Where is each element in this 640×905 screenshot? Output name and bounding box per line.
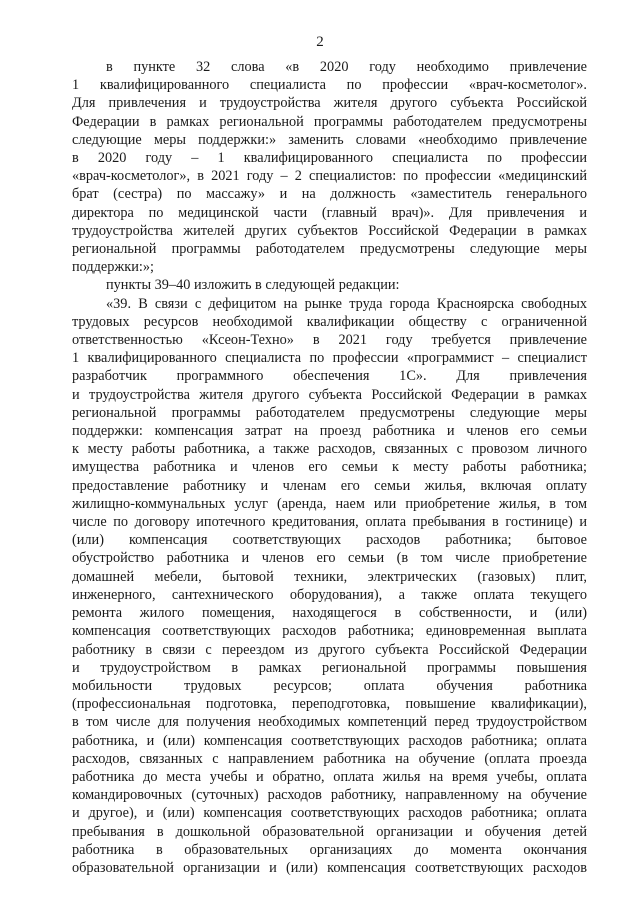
text-line: работника до места учебы и обратно, оплата жилья на время учебы, оплата xyxy=(72,768,587,785)
text-line: «39. В связи с дефицитом на рынке труда города Красноярска свободных xyxy=(106,295,587,312)
text-line: разработчик программного обеспечения 1С». Для привлечения xyxy=(72,368,587,385)
text-line: и трудоустройства жителя другого субъекта Российской Федерации в рамках xyxy=(72,386,587,403)
text-line: мобильности трудовых ресурсов; оплата обучения работника xyxy=(72,677,587,694)
text-line: к месту работы работника, а также расходов, связанных с провозом личного xyxy=(72,441,587,458)
text-line: поддержки: компенсация затрат на проезд работника и членов его семьи xyxy=(72,423,587,440)
text-line: (или) компенсация соответствующих расходов работника; бытовое xyxy=(72,532,587,549)
text-line: поддержки:»; xyxy=(72,259,154,276)
text-line: жилищно-коммунальных услуг (аренда, наем или приобретение жилья, в том xyxy=(72,495,587,512)
text-line: следующие меры поддержки:» заменить словами «необходимо привлечение xyxy=(72,131,587,148)
text-line: «врач-косметолог», в 2021 году – 2 специалистов: по профессии «медицинский xyxy=(72,168,587,185)
text-line: Для привлечения и трудоустройства жителя другого субъекта Российской xyxy=(72,95,587,112)
text-line: трудоустройства жителей других субъектов Российской Федерации в рамках xyxy=(72,222,587,239)
text-line: брат (сестра) по массажу» и на должность «заместитель генерального xyxy=(72,186,587,203)
text-line: работника в образовательных организациях до момента окончания xyxy=(72,841,587,858)
paragraph xyxy=(72,295,587,878)
paragraph xyxy=(72,58,587,276)
text-line: имущества работника и членов его семьи к месту работы работника; xyxy=(72,459,587,476)
text-line: региональной программы работодателем предусмотрены следующие меры xyxy=(72,404,587,421)
text-line: в том числе для получения необходимых компетенций перед трудоустройством xyxy=(72,714,587,731)
paragraph xyxy=(72,276,587,294)
text-line: директора по медицинской части (главный врач)». Для привлечения и xyxy=(72,204,587,221)
text-line: пункты 39–40 изложить в следующей редакции: xyxy=(106,277,400,294)
text-line: компенсация соответствующих расходов работника; единовременная выплата xyxy=(72,623,587,640)
document-body xyxy=(72,58,587,877)
text-line: Федерации в рамках региональной программы работодателем предусмотрены xyxy=(72,113,587,130)
text-line: домашней мебели, бытовой техники, электрических (газовых) плит, xyxy=(72,568,587,585)
text-line: ремонта жилого помещения, находящегося в собственности, и (или) xyxy=(72,605,587,622)
text-line: 1 квалифицированного специалиста по профессии «программист – специалист xyxy=(72,350,587,367)
text-line: (профессиональная подготовка, переподготовка, повышение квалификации), xyxy=(72,696,587,713)
text-line: в 2020 году – 1 квалифицированного специалиста по профессии xyxy=(72,150,587,167)
text-line: обустройство работника и членов его семьи (в том числе приобретение xyxy=(72,550,587,567)
text-line: командировочных (суточных) расходов работнику, направленному на обучение xyxy=(72,787,587,804)
text-line: и другое), и (или) компенсация соответствующих расходов работника; оплата xyxy=(72,805,587,822)
text-line: в пункте 32 слова «в 2020 году необходимо привлечение xyxy=(106,59,587,75)
text-line: расходов, связанных с направлением работника на обучение (оплата проезда xyxy=(72,750,587,767)
text-line: трудовых ресурсов необходимой квалификации обществу с ограниченной xyxy=(72,313,587,330)
text-line: ответственностью «Ксеон-Техно» в 2021 году требуется привлечение xyxy=(72,332,587,349)
text-line: 1 квалифицированного специалиста по профессии «врач-косметолог». xyxy=(72,77,587,94)
text-line: работника, и (или) компенсация соответствующих расходов работника; оплата xyxy=(72,732,587,749)
text-line: работнику в связи с переездом из другого субъекта Российской Федерации xyxy=(72,641,587,658)
text-line: образовательной организации и (или) компенсация соответствующих расходов xyxy=(72,859,587,876)
page-number: 2 xyxy=(316,34,324,50)
text-line: и трудоустройством в рамках региональной программы повышения xyxy=(72,659,587,676)
text-line: числе по договору ипотечного кредитования, оплата пребывания в гостинице) и xyxy=(72,514,587,531)
text-line: предоставление работнику и членам его семьи жилья, включая оплату xyxy=(72,477,587,494)
text-line: инженерного, сантехнического оборудования), а также оплата текущего xyxy=(72,586,587,603)
text-line: региональной программы работодателем предусмотрены следующие меры xyxy=(72,241,587,258)
text-line: пребывания в дошкольной образовательной организации и обучения детей xyxy=(72,823,587,840)
